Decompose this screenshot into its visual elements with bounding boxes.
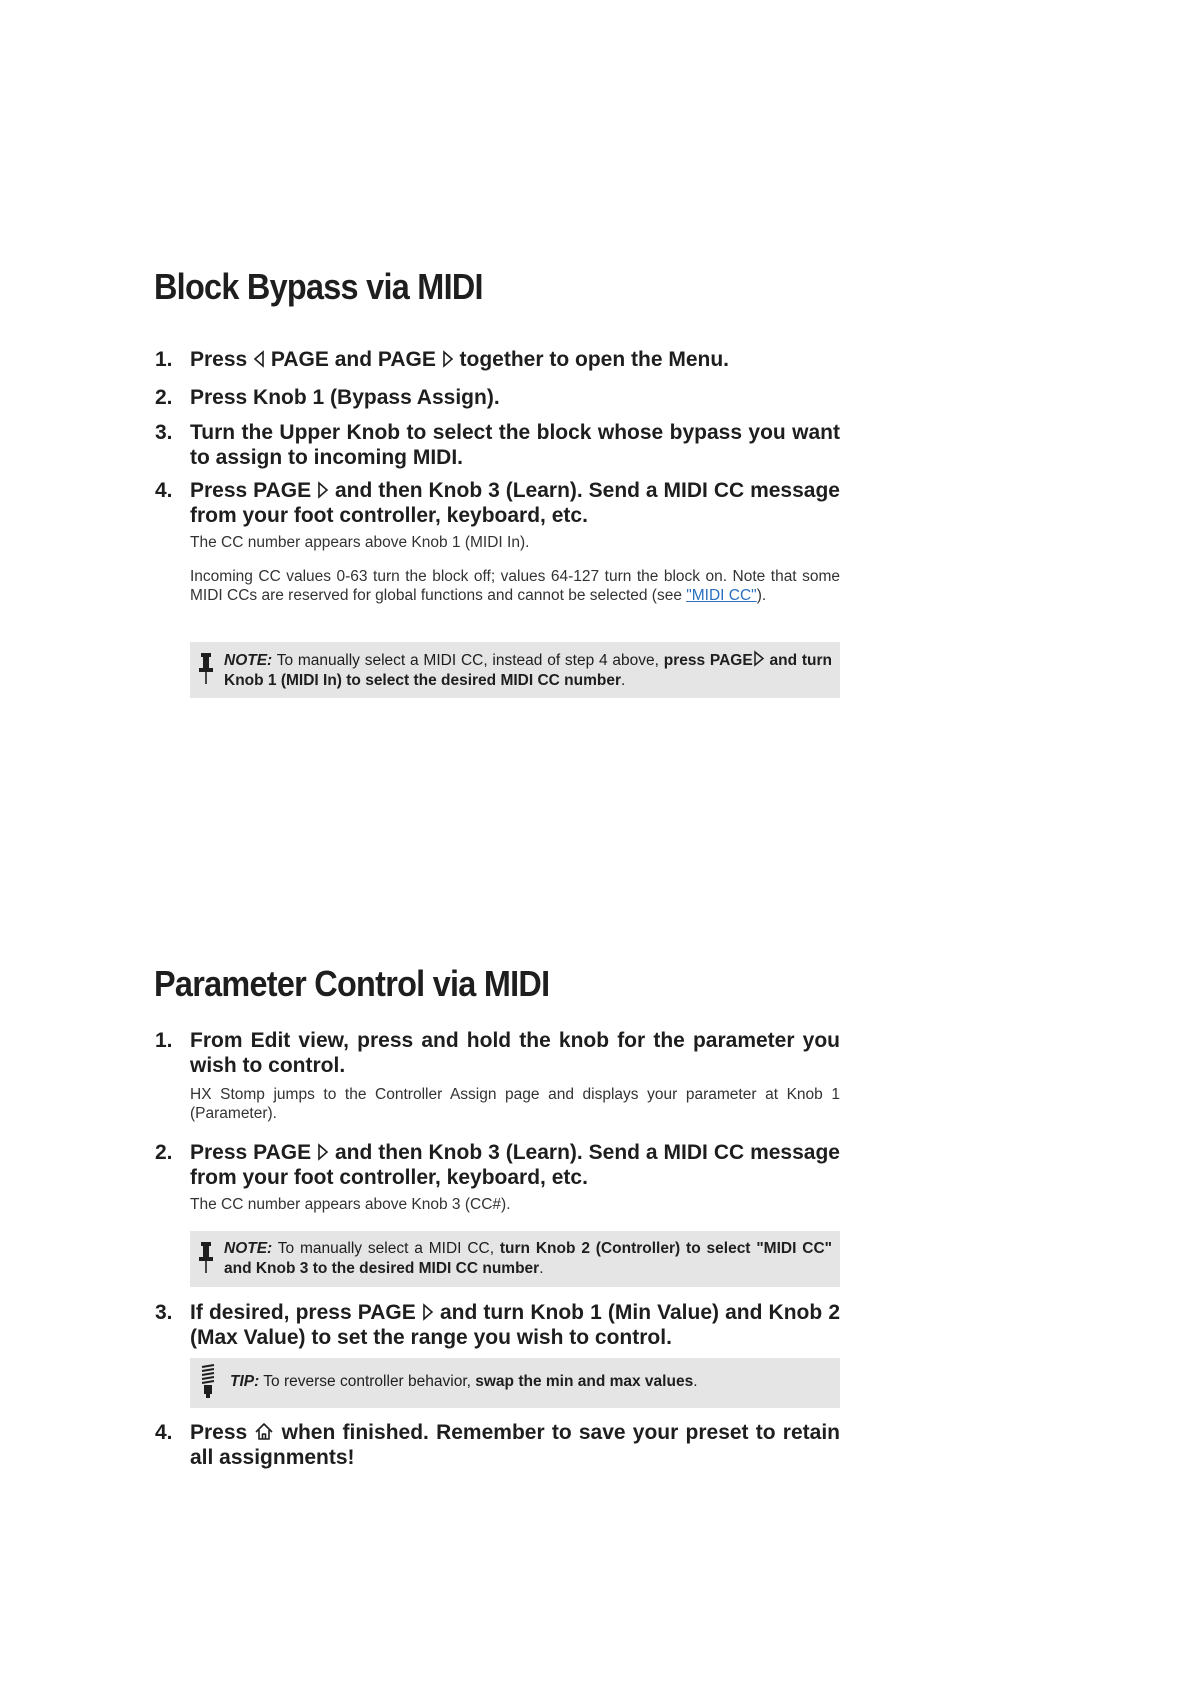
step-4: 4. Press when finished. Remember to save your preset to retain all assignments! [155,1421,840,1469]
pushpin-icon [198,652,214,690]
note-label: NOTE: [224,1240,273,1257]
paragraph: The CC number appears above Knob 3 (CC#). [190,1196,511,1213]
step-number: 1. [155,348,173,371]
step-number: 3. [155,1301,173,1324]
section-title-parameter-control: Parameter Control via MIDI [154,963,550,1004]
step-1: 1. Press PAGE and PAGE together to open the Menu. [155,348,730,371]
step-number: 1. [155,1029,173,1052]
section-title-block-bypass: Block Bypass via MIDI [154,266,483,307]
triangle-left-outline-icon [253,350,265,368]
step-number: 4. [155,1421,173,1444]
paragraph: Incoming CC values 0-63 turn the block off; values 64-127 turn the block on. Note that some MIDI CCs are reserved for global functions and cannot be selected (see "MIDI CC"). [190,568,840,604]
triangle-right-outline-icon [422,1303,434,1321]
note-label: NOTE: [224,652,273,669]
paragraph: The CC number appears above Knob 1 (MIDI In). [190,534,530,551]
triangle-right-outline-icon [317,1143,329,1161]
paragraph: HX Stomp jumps to the Controller Assign page and displays your parameter at Knob 1 (Parameter). [190,1086,840,1122]
step-number: 3. [155,421,173,444]
step-2: 2. Press PAGE and then Knob 3 (Learn). Send a MIDI CC message from your foot controller, keyboard, etc. [155,1141,840,1189]
triangle-right-outline-icon [442,350,454,368]
triangle-right-outline-icon [317,481,329,499]
pushpin-icon [198,1241,214,1279]
note-callout: NOTE: To manually select a MIDI CC, instead of step 4 above, press PAGE and turn Knob 1 (MIDI In) to select the desired MIDI CC number. [190,642,840,698]
note-callout: NOTE: To manually select a MIDI CC, turn Knob 2 (Controller) to select "MIDI CC" and Knob 3 to the desired MIDI CC number. [190,1231,840,1287]
step-number: 2. [155,1141,173,1164]
step-4: 4. Press PAGE and then Knob 3 (Learn). Send a MIDI CC message from your foot controller, keyboard, etc. [155,479,840,527]
step-2: 2. Press Knob 1 (Bypass Assign). [155,386,500,409]
midi-cc-link[interactable]: "MIDI CC" [686,587,757,604]
lightbulb-icon [200,1364,216,1402]
step-number: 4. [155,479,173,502]
step-3: 3. Turn the Upper Knob to select the block whose bypass you want to assign to incoming MIDI. [155,421,840,469]
step-1: 1. From Edit view, press and hold the knob for the parameter you wish to control. [155,1029,840,1077]
triangle-right-outline-icon [753,650,765,667]
home-icon [254,1422,274,1441]
tip-label: TIP: [230,1373,260,1390]
step-number: 2. [155,386,173,409]
step-3: 3. If desired, press PAGE and turn Knob 1 (Min Value) and Knob 2 (Max Value) to set the range you wish to control. [155,1301,841,1349]
tip-callout: TIP: To reverse controller behavior, swap the min and max values. [190,1358,840,1408]
